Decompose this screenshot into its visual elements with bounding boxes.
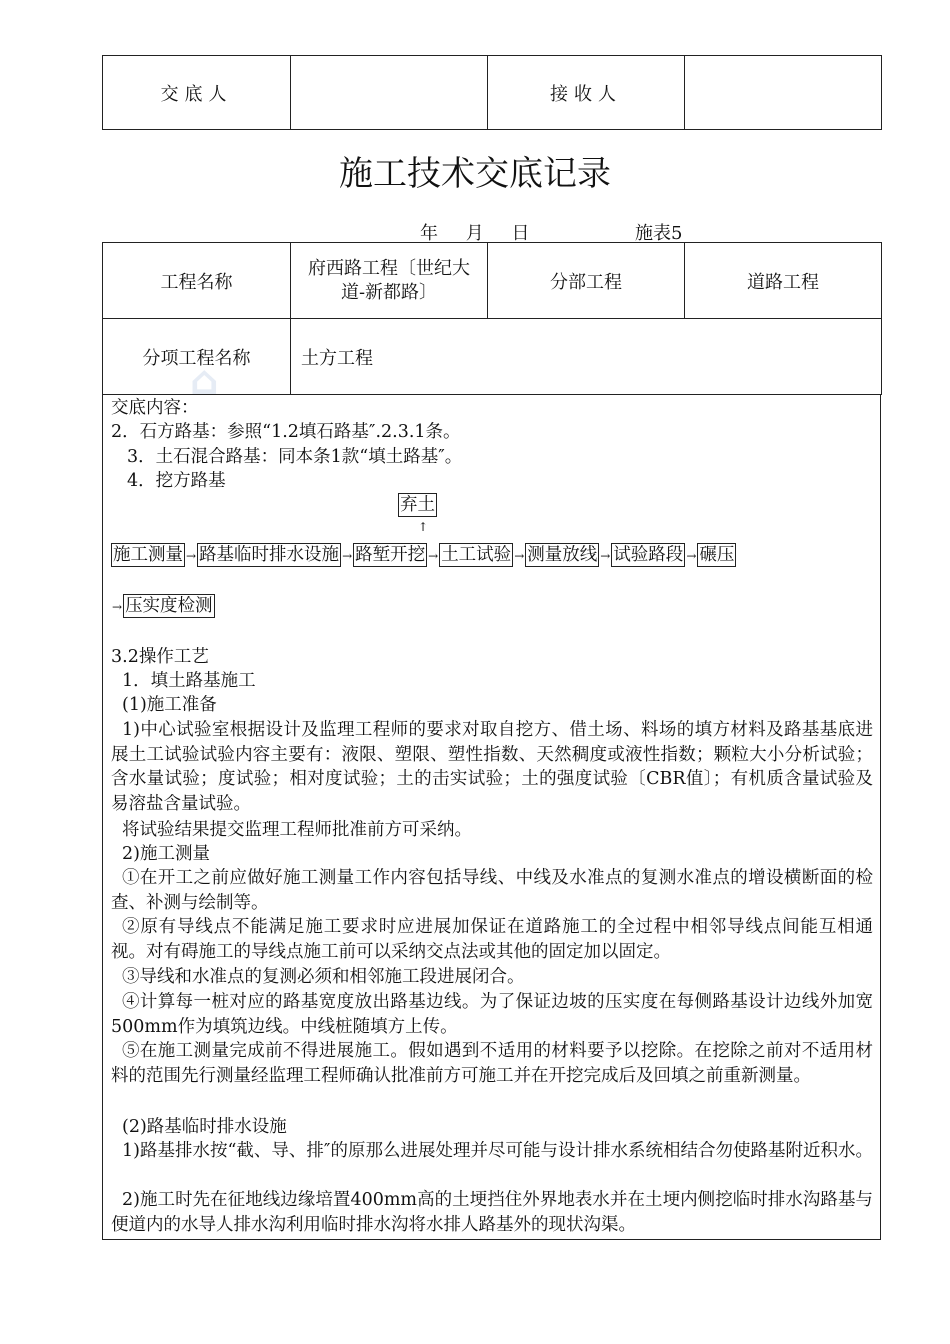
paragraph-survey-4: ④计算每一桩对应的路基宽度放出路基边线。为了保证边坡的压实度在每侧路基设计边线外加宽500mm作为填筑边线。中线桩随填方上传。: [111, 992, 873, 1037]
form-number: 施表5: [635, 223, 683, 244]
project-name-label: 工程名称: [103, 243, 291, 319]
flow-chart: [111, 543, 736, 567]
flow-arrow: →: [686, 549, 697, 563]
section-survey: 2)施工测量: [122, 844, 210, 864]
paragraph-submit: 将试验结果提交监理工程师批准前方可采纳。: [122, 820, 472, 840]
date-month: 月: [465, 223, 484, 244]
flow-step: 施工测量: [113, 545, 183, 565]
flow-step-last: 压实度检测: [125, 596, 213, 616]
page-title: 施工技术交底记录: [339, 154, 611, 194]
flow-arrow: →: [514, 549, 525, 563]
paragraph-survey-1: ①在开工之前应做好施工测量工作内容包括导线、中线及水准点的复测水准点的增设横断面的检查、补测与绘制等。: [111, 868, 873, 913]
project-name-value: 府西路工程〔世纪大道-新都路〕: [291, 243, 488, 319]
flow-arrow: →: [186, 549, 197, 563]
paragraph-survey-2: ②原有导线点不能满足施工要求时应进展加保证在道路施工的全过程中相邻导线点间能互相通视。对有碍施工的导线点施工前可以采纳交点法或其他的固定加以固定。: [111, 917, 873, 962]
flow-step: 路堑开挖: [355, 545, 426, 565]
subitem-value: 土方工程: [291, 319, 882, 395]
flow-arrow: →: [112, 600, 123, 614]
paragraph-survey-3: ③导线和水准点的复测必须和相邻施工段进展闭合。: [122, 967, 525, 987]
flow-up-arrow: ↑: [418, 520, 429, 534]
division-value: 道路工程: [685, 243, 882, 319]
flow-arrow: →: [342, 549, 353, 563]
section-prep: (1)施工准备: [122, 695, 217, 715]
flow-step: 土工试验: [441, 545, 512, 565]
signature-table: [102, 55, 882, 130]
issuer-value: [291, 56, 488, 130]
paragraph-drainage-2: 2)施工时先在征地线边缘培置400mm高的土埂挡住外界地表水并在土埂内侧挖临时排水沟路基与便道内的水导人排水沟利用临时排水沟将水排人路基外的现状沟渠。: [111, 1190, 873, 1235]
receiver-label: 接收人: [488, 56, 685, 130]
item-3: 3．土石混合路基：同本条1款“填土路基″。: [127, 447, 463, 467]
paragraph-drainage-1: 1)路基排水按“截、导、排″的原那么进展处理并尽可能与设计排水系统相结合勿使路基附近积水。: [122, 1141, 873, 1161]
date-day: 日: [511, 223, 530, 244]
paragraph-lab-tests: 1)中心试验室根据设计及监理工程师的要求对取自挖方、借土场、料场的填方材料及路基基底进展土工试验试验内容主要有：液限、塑限、塑性指数、天然稠度或液性指数；颗粒大小分析试验；含水量试验；度试验；相对度试验；土的击实试验；土的强度试验〔CBR值〕；有机质含量试验及易溶盐含量试验。: [111, 720, 873, 814]
item-2: 2．石方路基：参照“1.2填石路基″.2.3.1条。: [111, 422, 461, 442]
section-fill: 1．填土路基施工: [122, 671, 256, 691]
paragraph-survey-5: ⑤在施工测量完成前不得进展施工。假如遇到不适用的材料要予以挖除。在挖除之前对不适用材料的范围先行测量经监理工程师确认批准前方可施工并在开挖完成后及回填之前重新测量。: [111, 1041, 873, 1086]
item-4: 4．挖方路基: [127, 471, 226, 491]
subitem-label: 分项工程名称: [103, 319, 291, 395]
receiver-value: [685, 56, 882, 130]
date-year: 年: [420, 223, 438, 244]
division-label: 分部工程: [488, 243, 685, 319]
content-heading: 交底内容：: [111, 398, 199, 418]
flow-step: 路基临时排水设施: [199, 545, 340, 565]
info-table: [102, 242, 882, 395]
flow-chart-row2: [111, 594, 215, 618]
section-drainage: (2)路基临时排水设施: [122, 1117, 287, 1137]
flow-step: 测量放线: [527, 545, 598, 565]
flow-step: 碾压: [699, 545, 735, 565]
flow-spoil: [398, 493, 437, 517]
issuer-label: 交底人: [103, 56, 291, 130]
watermark: ⌂: [190, 358, 219, 404]
flow-arrow: →: [428, 549, 439, 563]
section-3-2: 3.2操作工艺: [111, 647, 209, 667]
flow-box-spoil: 弃土: [400, 495, 435, 515]
flow-step: 试验路段: [613, 545, 684, 565]
flow-arrow: →: [600, 549, 611, 563]
